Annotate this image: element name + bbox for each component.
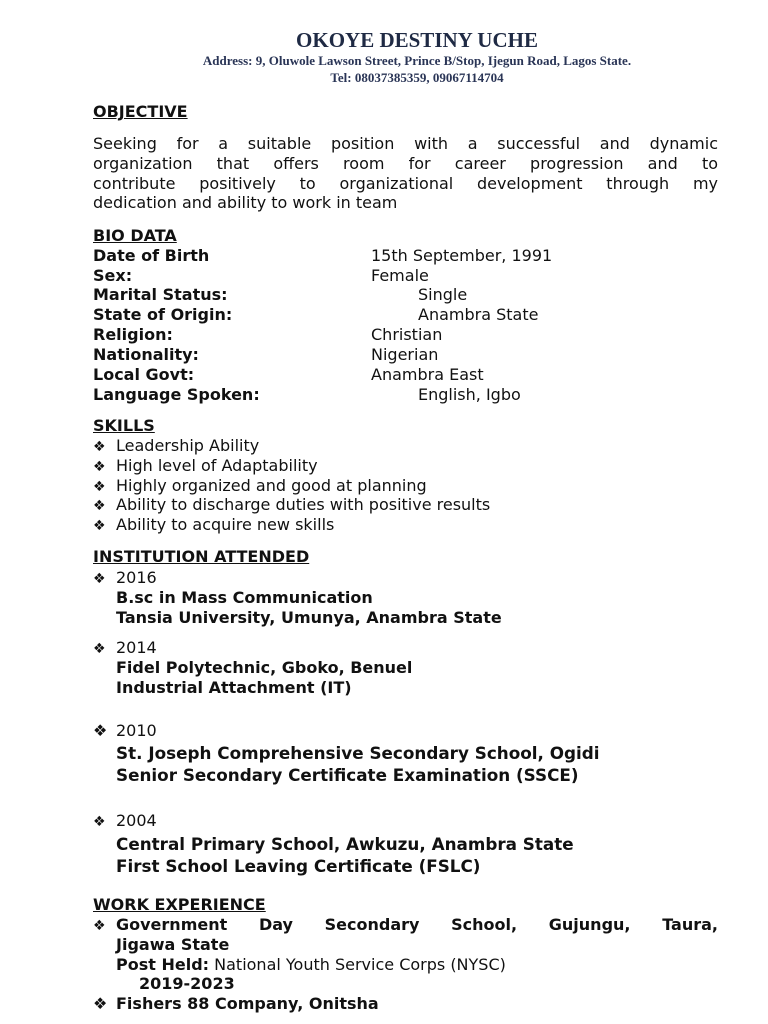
institution-line: B.sc in Mass Communication bbox=[116, 588, 373, 607]
bio-label: Language Spoken: bbox=[93, 385, 260, 404]
bio-value: Christian bbox=[371, 325, 443, 344]
contact-address: Address: 9, Oluwole Lawson Street, Prince B/Stop, Ijegun Road, Lagos State. bbox=[202, 53, 632, 68]
bio-value: Single bbox=[418, 285, 468, 304]
diamond-bullet-icon: ❖ bbox=[93, 641, 106, 657]
work-item-title: ❖ Fishers 88 Company, Onitsha bbox=[93, 994, 379, 1013]
institution-line: Fidel Polytechnic, Gboko, Benuel bbox=[116, 658, 413, 677]
institution-year: ❖ 2016 bbox=[93, 568, 157, 587]
candidate-name: OKOYE DESTINY UCHE bbox=[296, 28, 538, 52]
skills-heading: SKILLS bbox=[93, 416, 155, 435]
skill-item: ❖ Leadership Ability bbox=[93, 436, 260, 455]
bio-label: Local Govt: bbox=[93, 365, 195, 384]
work-item-title: ❖ Government Day Secondary School, Gujungu, Taura, bbox=[93, 915, 718, 934]
diamond-bullet-icon: ❖ bbox=[93, 814, 106, 830]
institution-line: St. Joseph Comprehensive Secondary School, Ogidi bbox=[116, 743, 600, 763]
bio-value: Anambra State bbox=[418, 305, 539, 324]
objective-heading: OBJECTIVE bbox=[93, 102, 188, 121]
work-item-location: Jigawa State bbox=[116, 935, 230, 954]
work-post: Post Held: National Youth Service Corps (NYSC) bbox=[116, 955, 506, 974]
institution-year: ❖ 2004 bbox=[93, 811, 157, 830]
work-years: 2019-2023 bbox=[139, 974, 235, 993]
objective-line: dedication and ability to work in team bbox=[93, 193, 398, 213]
bio-value: Nigerian bbox=[371, 345, 439, 364]
diamond-bullet-icon: ❖ bbox=[93, 439, 106, 455]
bio-value: English, Igbo bbox=[418, 385, 521, 404]
institution-year: ❖ 2010 bbox=[93, 721, 157, 740]
skill-item: ❖ Ability to acquire new skills bbox=[93, 515, 335, 534]
diamond-bullet-icon: ❖ bbox=[93, 459, 106, 475]
diamond-bullet-icon: ❖ bbox=[93, 571, 106, 587]
skill-item: ❖ High level of Adaptability bbox=[93, 456, 318, 475]
diamond-bullet-icon: ❖ bbox=[93, 918, 106, 934]
objective-line: Seeking for a suitable position with a successful and dynamic bbox=[93, 134, 718, 153]
bio-label: Date of Birth bbox=[93, 246, 210, 265]
institution-year: ❖ 2014 bbox=[93, 638, 157, 657]
bio-value: Female bbox=[371, 266, 429, 285]
skill-item: ❖ Highly organized and good at planning bbox=[93, 476, 427, 495]
institution-line: First School Leaving Certificate (FSLC) bbox=[116, 856, 481, 876]
diamond-bullet-icon: ❖ bbox=[93, 479, 106, 495]
institutions-heading: INSTITUTION ATTENDED bbox=[93, 547, 310, 566]
bio-label: Sex: bbox=[93, 266, 133, 285]
objective-paragraph bbox=[93, 134, 718, 213]
bio-value: 15th September, 1991 bbox=[371, 246, 553, 265]
diamond-bullet-icon: ❖ bbox=[93, 498, 106, 514]
institution-line: Central Primary School, Awkuzu, Anambra State bbox=[116, 834, 574, 854]
work-heading: WORK EXPERIENCE bbox=[93, 895, 266, 914]
bio-label: Marital Status: bbox=[93, 285, 228, 304]
bio-value: Anambra East bbox=[371, 365, 484, 384]
diamond-bullet-icon: ❖ bbox=[93, 994, 108, 1013]
objective-line: organization that offers room for career progression and to bbox=[93, 153, 718, 173]
bio-label: Nationality: bbox=[93, 345, 199, 364]
institution-line: Senior Secondary Certificate Examination (SSCE) bbox=[116, 765, 579, 785]
bio-label: Religion: bbox=[93, 325, 173, 344]
diamond-bullet-icon: ❖ bbox=[93, 518, 106, 534]
institution-line: Tansia University, Umunya, Anambra State bbox=[116, 608, 502, 627]
objective-line: contribute positively to organizational development through my bbox=[93, 173, 718, 193]
contact-phone: Tel: 08037385359, 09067114704 bbox=[330, 70, 504, 85]
diamond-bullet-icon: ❖ bbox=[93, 721, 108, 740]
bio-heading: BIO DATA bbox=[93, 226, 177, 245]
skill-item: ❖ Ability to discharge duties with positive results bbox=[93, 495, 491, 514]
bio-label: State of Origin: bbox=[93, 305, 233, 324]
institution-line: Industrial Attachment (IT) bbox=[116, 678, 352, 697]
